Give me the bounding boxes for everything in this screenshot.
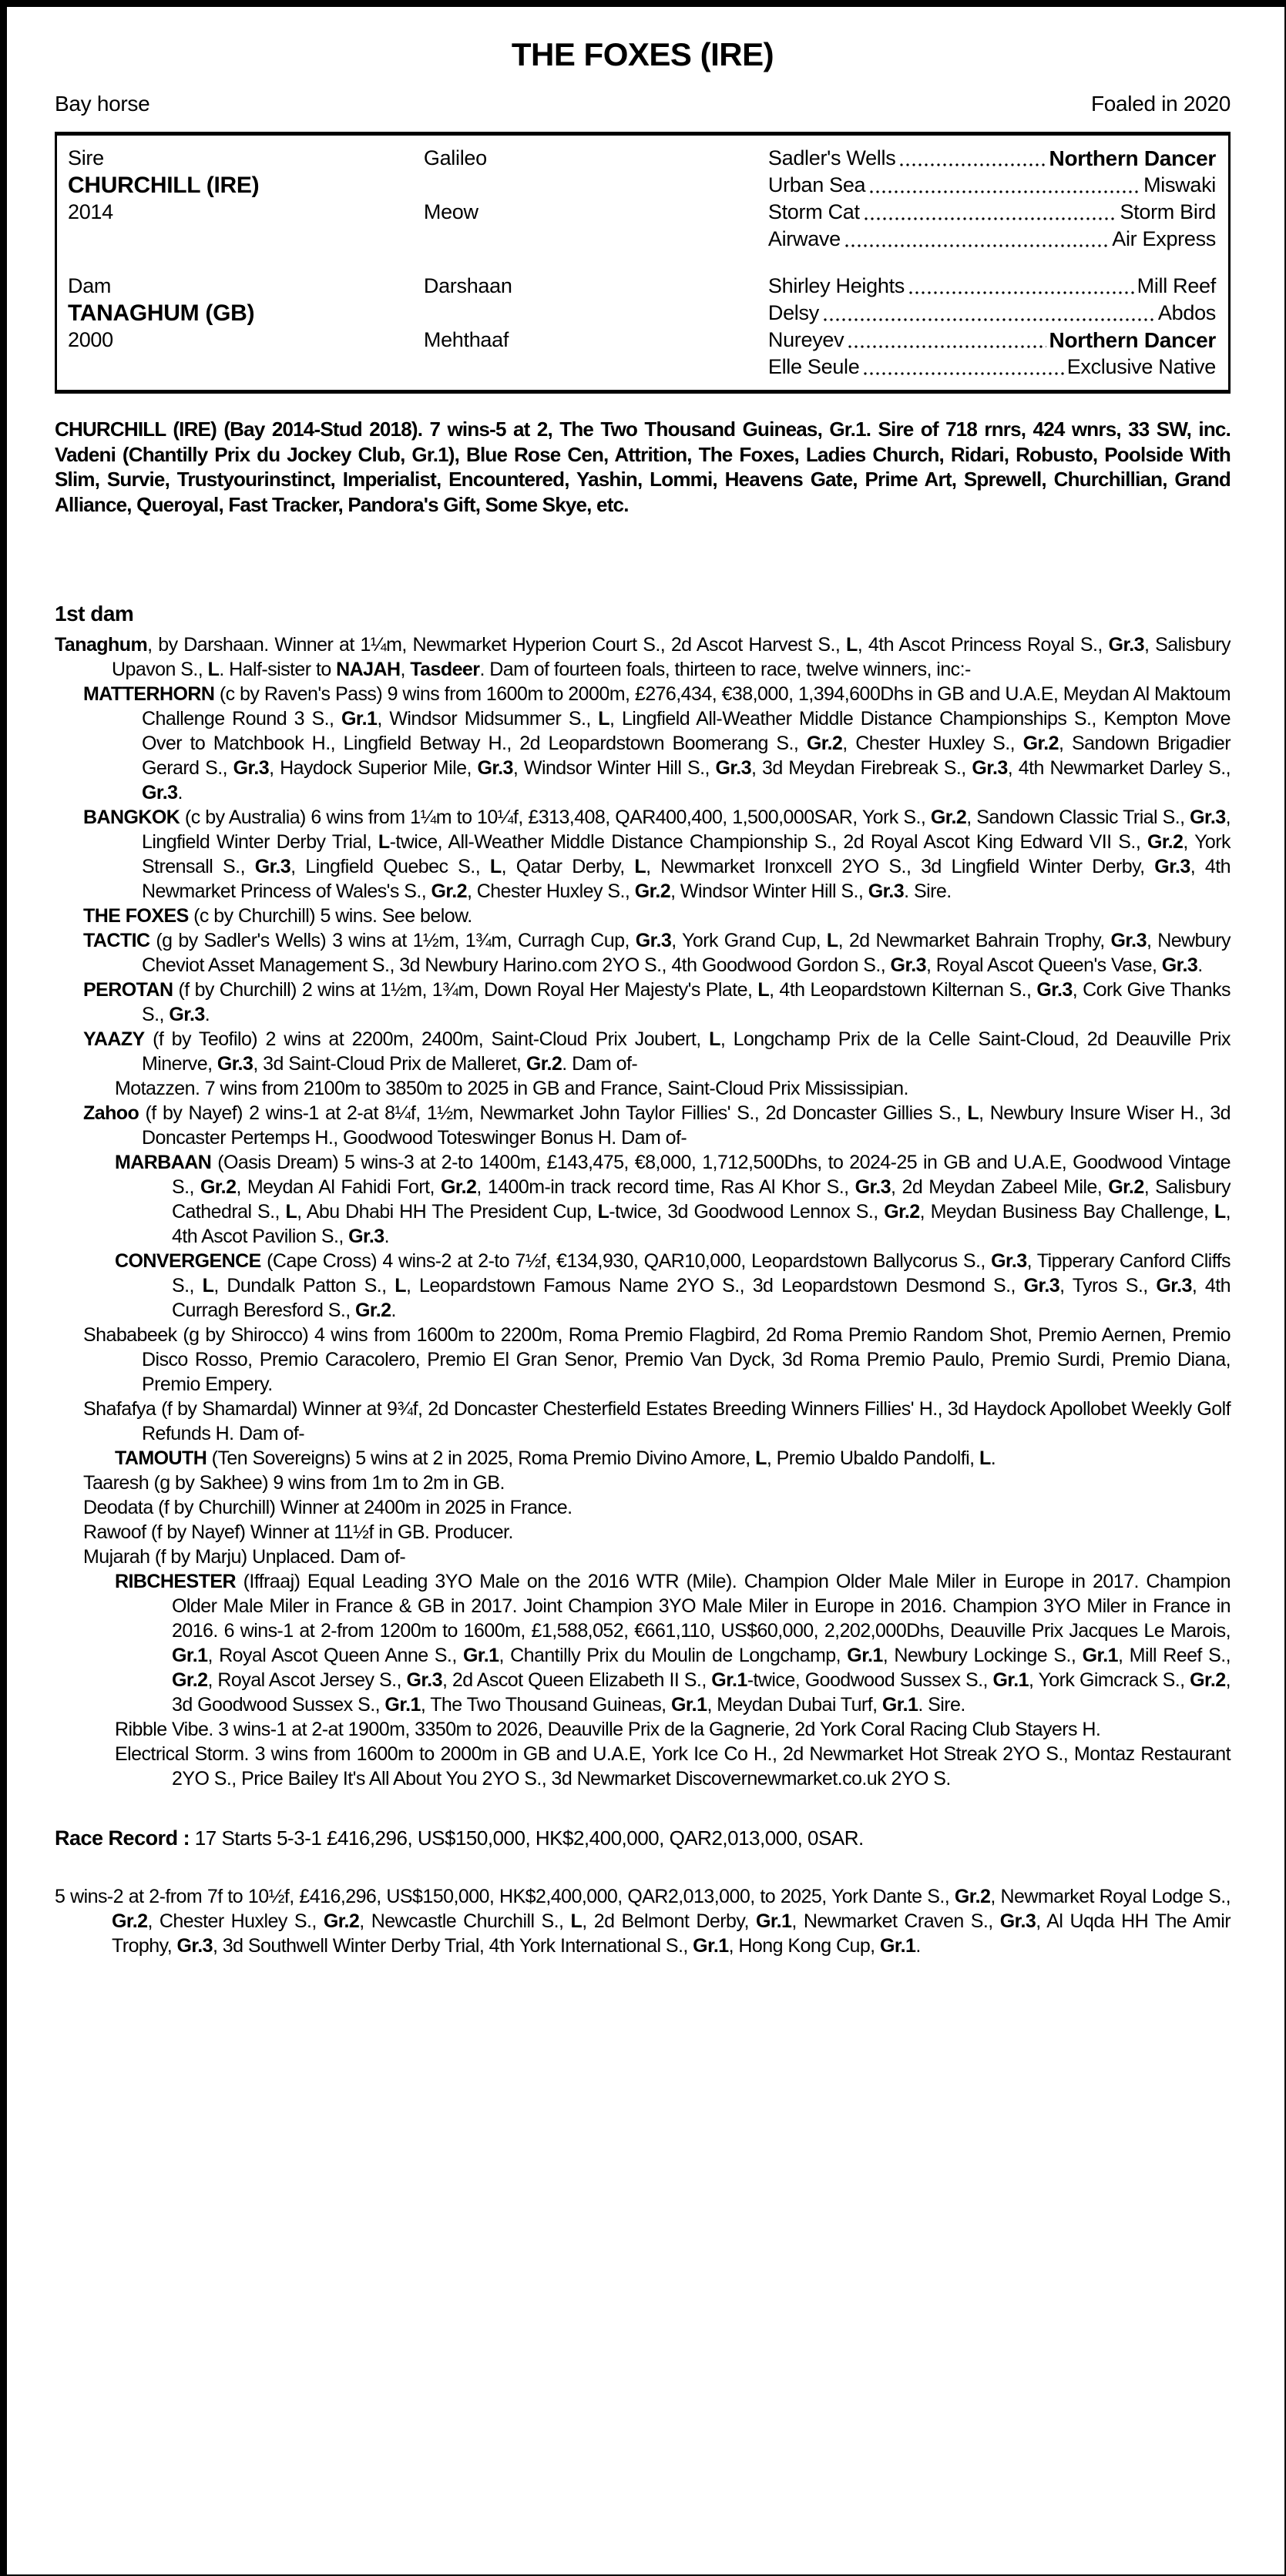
first-dam-heading: 1st dam <box>55 602 134 626</box>
great-grandsire-name: Northern Dancer <box>1049 328 1216 352</box>
dam-progeny-entry: MARBAAN (Oasis Dream) 5 wins-3 at 2-to 1400m, £143,475, €8,000, 1,712,500Dhs, to 2024-25 in GB and U.A.E, Goodwood Vintage S., Gr.2, Meydan Al Fahidi Fort, Gr.2, 1400m-in track record time, Ras Al Khor S., Gr.3, 2d Meydan Zabeel Mile, Gr.2, Salisbury Cathedral S., L, Abu Dhabi HH The President Cup, L-twice, 3d Goodwood Lennox S., Gr.2, Meydan Business Bay Challenge, L, 4th Ascot Pavilion S., Gr.3. <box>115 1152 1231 1247</box>
pedigree-grandparent-row <box>768 354 1216 381</box>
great-grandsire-name: Abdos <box>1157 301 1216 324</box>
dam-progeny-entry: Tanaghum, by Darshaan. Winner at 1¼m, Newmarket Hyperion Court S., 2d Ascot Harvest S., L, 4th Ascot Princess Royal S., Gr.3, Salisbury Upavon S., L. Half-sister to NAJAH, Tasdeer. Dam of fourteen foals, thirteen to race, twelve winners, inc:- <box>55 634 1231 680</box>
first-dam-entries <box>55 632 1231 1791</box>
dotted-leader <box>862 357 1063 381</box>
dam-progeny-entry: RIBCHESTER (Iffraaj) Equal Leading 3YO Male on the 2016 WTR (Mile). Champion Older Male Miler in Europe in 2017. Champion Older Male Miler in France & GB in 2017. Joint Champion 3YO Male Miler in Europe in 2016. Champion 3YO Miler in France in 2016. 6 wins-1 at 2-from 1200m to 1600m, £1,588,052, €661,110, US$60,000, 2,202,000Dhs, Deauville Prix Jacques Le Marois, Gr.1, Royal Ascot Queen Anne S., Gr.1, Chantilly Prix du Moulin de Longchamp, Gr.1, Newbury Lockinge S., Gr.1, Mill Reef S., Gr.2, Royal Ascot Jersey S., Gr.3, 2d Ascot Queen Elizabeth II S., Gr.1-twice, Goodwood Sussex S., Gr.1, York Gimcrack S., Gr.2, 3d Goodwood Sussex S., Gr.1, The Two Thousand Guineas, Gr.1, Meydan Dubai Turf, Gr.1. Sire. <box>115 1571 1231 1716</box>
dotted-leader <box>908 277 1134 300</box>
dam-progeny-entry: Shafafya (f by Shamardal) Winner at 9¾f, 2d Doncaster Chesterfield Estates Breeding Winners Fillies' H., 3d Haydock Apollobet Weekly Golf Refunds H. Dam of- <box>83 1398 1231 1444</box>
grandam-name: Delsy <box>767 301 819 324</box>
dam-progeny-entry: Zahoo (f by Nayef) 2 wins-1 at 2-at 8¼f, 1½m, Newmarket John Taylor Fillies' S., 2d Doncaster Gillies S., L, Newbury Insure Wiser H., 3d Doncaster Pertemps H., Goodwood Toteswinger Bonus H. Dam of- <box>83 1102 1231 1149</box>
pedigree-grandparent-row <box>768 199 1216 226</box>
dam-progeny-entry: THE FOXES (c by Churchill) 5 wins. See below. <box>83 905 472 927</box>
pedigree-parent: Mehthaaf <box>423 328 509 351</box>
dam-progeny-entry: YAAZY (f by Teofilo) 2 wins at 2200m, 2400m, Saint-Cloud Prix Joubert, L, Longchamp Prix de la Celle Saint-Cloud, 2d Deauville Prix Minerve, Gr.3, 3d Saint-Cloud Prix de Malleret, Gr.2. Dam of- <box>83 1028 1231 1075</box>
grandsire-name: Shirley Heights <box>767 274 905 297</box>
dotted-leader <box>868 176 1140 199</box>
grandam-name: Elle Seule <box>767 355 860 378</box>
pedigree-horse-name: TANAGHUM (GB) <box>68 300 255 326</box>
pedigree-col-main <box>68 273 424 354</box>
pedigree-parent: Darshaan <box>423 274 512 297</box>
pedigree-year: 2014 <box>68 200 113 223</box>
pedigree-grandparent-row <box>768 327 1216 354</box>
dotted-leader <box>822 304 1155 327</box>
dam-progeny-entry: MATTERHORN (c by Raven's Pass) 9 wins from 1600m to 2000m, £276,434, €38,000, 1,394,600Dhs in GB and U.A.E, Meydan Al Maktoum Challenge Round 3 S., Gr.1, Windsor Midsummer S., L, Lingfield All-Weather Middle Distance Championships S., Kempton Move Over to Matchbook H., Lingfield Betway H., 2d Leopardstown Boomerang S., Gr.2, Chester Huxley S., Gr.2, Sandown Brigadier Gerard S., Gr.3, Haydock Superior Mile, Gr.3, Windsor Winter Hill S., Gr.3, 3d Meydan Firebreak S., Gr.3, 4th Newmarket Darley S., Gr.3. <box>83 683 1231 803</box>
dam-progeny-entry: Electrical Storm. 3 wins from 1600m to 2000m in GB and U.A.E, York Ice Co H., 2d Newmarket Hot Streak 2YO S., Montaz Restaurant 2YO S., Price Bailey It's All About You 2YO S., 3d Newmarket Discovernewmarket.co.uk 2YO S. <box>115 1743 1231 1789</box>
grandam-name: Urban Sea <box>767 173 866 196</box>
great-grandsire-name: Storm Bird <box>1120 200 1216 223</box>
pedigree-grandparent-row <box>768 300 1216 327</box>
subtitle-row <box>55 92 1231 116</box>
pedigree-year: 2000 <box>68 328 113 351</box>
pedigree-grandparent-row <box>768 145 1216 172</box>
dotted-leader <box>844 230 1109 253</box>
dam-progeny-entry: Taaresh (g by Sakhee) 9 wins from 1m to 2m in GB. <box>83 1472 505 1494</box>
dam-progeny-entry: PEROTAN (f by Churchill) 2 wins at 1½m, 1¾m, Down Royal Her Majesty's Plate, L, 4th Leopardstown Kilternan S., Gr.3, Cork Give Thanks S., Gr.3. <box>83 979 1231 1025</box>
grandsire-name: Nureyev <box>767 328 844 351</box>
pedigree-group <box>68 273 1216 381</box>
dam-progeny-entry: CONVERGENCE (Cape Cross) 4 wins-2 at 2-to 7½f, €134,930, QAR10,000, Leopardstown Ballycorus S., Gr.3, Tipperary Canford Cliffs S., L, Dundalk Patton S., L, Leopardstown Famous Name 2YO S., 3d Leopardstown Desmond S., Gr.3, Tyros S., Gr.3, 4th Curragh Beresford S., Gr.2. <box>115 1250 1231 1321</box>
pedigree-role-label: Dam <box>68 274 112 297</box>
race-details: 5 wins-2 at 2-from 7f to 10½f, £416,296, US$150,000, HK$2,400,000, QAR2,013,000, to 2025, York Dante S., Gr.2, Newmarket Royal Lodge S., Gr.2, Chester Huxley S., Gr.2, Newcastle Churchill S., L, 2d Belmont Derby, Gr.1, Newmarket Craven S., Gr.3, Al Uqda HH The Amir Trophy, Gr.3, 3d Southwell Winter Derby Trial, 4th York International S., Gr.1, Hong Kong Cup, Gr.1. <box>55 1886 1231 1957</box>
pedigree-grandparent-row <box>768 226 1216 253</box>
pedigree-parent: Galileo <box>423 146 487 169</box>
dam-progeny-entry: Deodata (f by Churchill) Winner at 2400m in 2025 in France. <box>83 1497 572 1518</box>
dotted-leader <box>863 203 1117 226</box>
pedigree-horse-name: CHURCHILL (IRE) <box>68 173 260 198</box>
grandam-name: Airwave <box>767 227 841 250</box>
pedigree-table <box>55 132 1231 394</box>
race-record: Race Record : 17 Starts 5-3-1 £416,296, US$150,000, HK$2,400,000, QAR2,013,000, 0SAR. <box>55 1826 864 1850</box>
pedigree-role-label: Sire <box>68 146 104 169</box>
pedigree-grandparent-row <box>768 273 1216 300</box>
dam-progeny-entry: Rawoof (f by Nayef) Winner at 11½f in GB. Producer. <box>83 1521 513 1543</box>
dotted-leader <box>898 149 1046 172</box>
grandsire-name: Storm Cat <box>767 200 860 223</box>
dam-progeny-entry: Shababeek (g by Shirocco) 4 wins from 1600m to 2200m, Roma Premio Flagbird, 2d Roma Premio Random Shot, Premio Aernen, Premio Disco Rosso, Premio Caracolero, Premio El Gran Senor, Premio Van Dyck, 3d Roma Premio Paulo, Premio Surdi, Premio Diana, Premio Empery. <box>83 1324 1231 1395</box>
great-grandsire-name: Mill Reef <box>1137 274 1216 297</box>
great-grandsire-name: Northern Dancer <box>1049 146 1216 170</box>
colour-sex-label: Bay horse <box>55 92 150 116</box>
grandsire-name: Sadler's Wells <box>767 146 896 169</box>
dotted-leader <box>847 330 1046 354</box>
dam-progeny-entry: TAMOUTH (Ten Sovereigns) 5 wins at 2 in 2025, Roma Premio Divino Amore, L, Premio Ubaldo Pandolfi, L. <box>115 1447 996 1469</box>
dam-progeny-entry: Ribble Vibe. 3 wins-1 at 2-at 1900m, 3350m to 2026, Deauville Prix de la Gagnerie, 2d York Coral Racing Club Stayers H. <box>115 1719 1101 1740</box>
great-grandsire-name: Miswaki <box>1143 173 1216 196</box>
dam-progeny-entry: Motazzen. 7 wins from 2100m to 3850m to 2025 in GB and France, Saint-Cloud Prix Mississipian. <box>115 1078 908 1099</box>
pedigree-parent: Meow <box>423 200 478 223</box>
pedigree-grandparent-row <box>768 172 1216 199</box>
dam-progeny-entry: BANGKOK (c by Australia) 6 wins from 1¼m to 10¼f, £313,408, QAR400,400, 1,500,000SAR, York S., Gr.2, Sandown Classic Trial S., Gr.3, Lingfield Winter Derby Trial, L-twice, All-Weather Middle Distance Championship S., 2d Royal Ascot King Edward VII S., Gr.2, York Strensall S., Gr.3, Lingfield Quebec S., L, Qatar Derby, L, Newmarket Ironxcell 2YO S., 3d Lingfield Winter Derby, Gr.3, 4th Newmarket Princess of Wales's S., Gr.2, Chester Huxley S., Gr.2, Windsor Winter Hill S., Gr.3. Sire. <box>83 807 1231 902</box>
sire-summary-paragraph: CHURCHILL (IRE) (Bay 2014-Stud 2018). 7 wins-5 at 2, The Two Thousand Guineas, Gr.1. Sire of 718 rnrs, 424 wnrs, 33 SW, inc. Vadeni (Chantilly Prix du Jockey Club, Gr.1), Blue Rose Cen, Attrition, The Foxes, Ladies Church, Ridari, Robusto, Poolside With Slim, Survie, Trustyourinstinct, Imperialist, Encountered, Yashin, Lommi, Heavens Gate, Prime Art, Sprewell, Churchillian, Grand Alliance, Queroyal, Fast Tracker, Pandora's Gift, Some Skye, etc. <box>55 418 1231 516</box>
pedigree-col-main <box>68 145 424 226</box>
pedigree-group <box>68 145 1216 253</box>
dam-progeny-entry: TACTIC (g by Sadler's Wells) 3 wins at 1½m, 1¾m, Curragh Cup, Gr.3, York Grand Cup, L, 2d Newmarket Bahrain Trophy, Gr.3, Newbury Cheviot Asset Management S., 3d Newbury Harino.com 2YO S., 4th Goodwood Gordon S., Gr.3, Royal Ascot Queen's Vase, Gr.3. <box>83 930 1231 976</box>
dam-progeny-entry: Mujarah (f by Marju) Unplaced. Dam of- <box>83 1546 406 1568</box>
great-grandsire-name: Exclusive Native <box>1066 355 1216 378</box>
foaled-label: Foaled in 2020 <box>1090 92 1231 116</box>
great-grandsire-name: Air Express <box>1112 227 1216 250</box>
page-title: THE FOXES (IRE) <box>511 36 774 72</box>
